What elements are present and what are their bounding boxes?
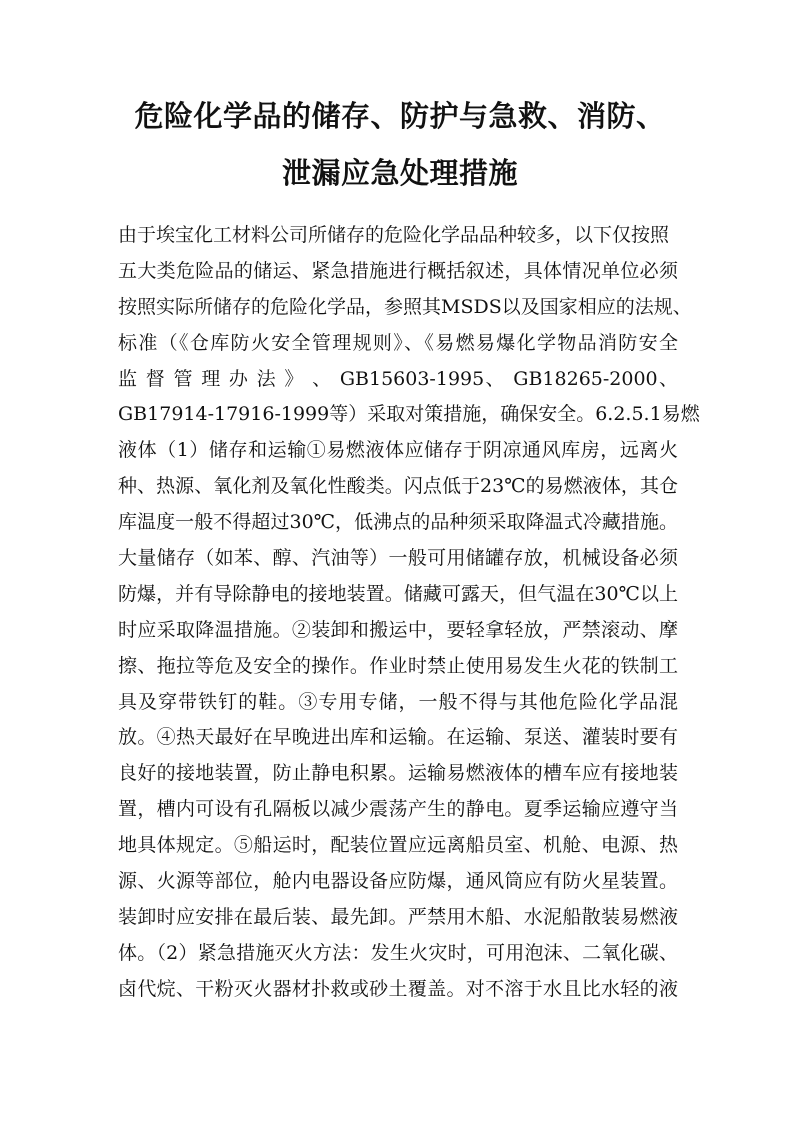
body-line: 液体（1）储存和运输①易燃液体应储存于阴凉通风库房，远离火 (118, 439, 678, 462)
body-line: GB17914-17916-1999等）采取对策措施，确保安全。6.2.5.1易燃 (118, 403, 700, 426)
body-line: 五大类危险品的储运、紧急措施进行概括叙述，具体情况单位必须 (118, 259, 678, 282)
document-body (118, 220, 700, 1010)
body-line: 监 督 管 理 办 法 》 、 GB15603-1995、 GB18265-2000、 (118, 367, 678, 390)
body-line: 良好的接地装置，防止静电积累。运输易燃液体的槽车应有接地装 (118, 762, 678, 785)
body-line: 种、热源、氧化剂及氧化性酸类。闪点低于23℃的易燃液体，其仓 (118, 475, 678, 498)
body-line: 地具体规定。⑤船运时，配装位置应远离船员室、机舱、电源、热 (118, 834, 678, 857)
body-line: 具及穿带铁钉的鞋。③专用专储，一般不得与其他危险化学品混 (118, 690, 678, 713)
body-line: 大量储存（如苯、醇、汽油等）一般可用储罐存放，机械设备必须 (118, 547, 678, 570)
body-line: 由于埃宝化工材料公司所储存的危险化学品品种较多，以下仅按照 (118, 224, 670, 246)
body-line: 置，槽内可设有孔隔板以减少震荡产生的静电。夏季运输应遵守当 (118, 798, 678, 821)
body-line: 体。（2）紧急措施灭火方法：发生火灾时，可用泡沫、二氧化碳、 (118, 941, 678, 964)
body-line: 标准（《仓库防火安全管理规则》、《易燃易爆化学物品消防安全 (118, 331, 678, 354)
document-title-line-1: 危险化学品的储存、防护与急救、消防、 (134, 99, 666, 133)
body-line: 装卸时应安排在最后装、最先卸。严禁用木船、水泥船散装易燃液 (118, 905, 678, 928)
body-line: 放。④热天最好在早晚进出库和运输。在运输、泵送、灌装时要有 (118, 726, 678, 749)
body-line: 库温度一般不得超过30℃，低沸点的品种须采取降温式冷藏措施。 (118, 511, 678, 534)
body-line: 防爆，并有导除静电的接地装置。储藏可露天，但气温在30℃以上 (118, 582, 678, 605)
body-line: 源、火源等部位，舱内电器设备应防爆，通风筒应有防火星装置。 (118, 870, 678, 893)
document-title-line-2: 泄漏应急处理措施 (281, 156, 518, 190)
body-line: 擦、拖拉等危及安全的操作。作业时禁止使用易发生火花的铁制工 (118, 654, 678, 677)
body-line: 时应采取降温措施。②装卸和搬运中，要轻拿轻放，严禁滚动、摩 (118, 618, 678, 641)
body-line: 按照实际所储存的危险化学品，参照其MSDS以及国家相应的法规、 (118, 295, 692, 318)
body-line: 卤代烷、干粉灭火器材扑救或砂土覆盖。对不溶于水且比水轻的液 (118, 977, 678, 1000)
